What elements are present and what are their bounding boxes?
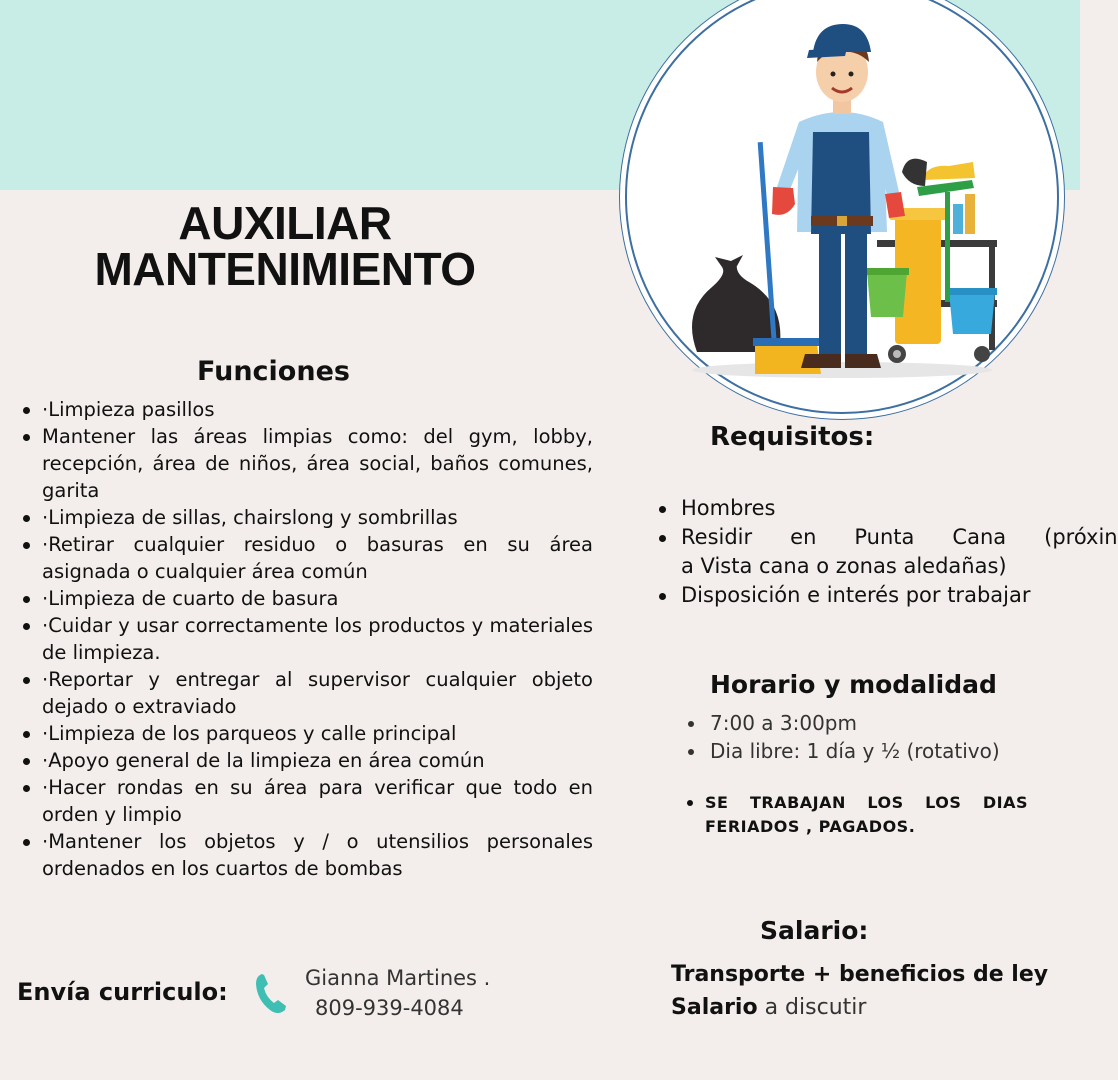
salario-heading: Salario:	[760, 916, 869, 945]
salario-line	[671, 995, 866, 1020]
envia-label: Envía curriculo:	[17, 978, 228, 1006]
contact-info	[305, 963, 490, 1023]
list-item: SE TRABAJAN LOS LOS DIAS FERIADOS , PAGADOS.	[686, 791, 1028, 839]
req-word: (próxin	[1044, 525, 1118, 549]
requisitos-list	[656, 494, 1118, 610]
list-item: ·Limpieza de los parqueos y calle principal	[20, 720, 593, 747]
list-item: Dia libre: 1 día y ½ (rotativo)	[686, 737, 1000, 765]
list-item: Mantener las áreas limpias como: del gym, lobby, recepción, área de niños, área social, baños comunes, garita	[20, 423, 593, 504]
list-item: ·Cuidar y usar correctamente los productos y materiales de limpieza.	[20, 612, 593, 666]
funciones-heading: Funciones	[197, 356, 350, 387]
req-word: en	[790, 525, 817, 549]
requisitos-heading: Requisitos:	[710, 422, 875, 452]
horario-heading: Horario y modalidad	[710, 670, 997, 699]
contact-phone[interactable]: 809-939-4084	[315, 996, 464, 1020]
list-item: ·Apoyo general de la limpieza en área común	[20, 747, 593, 774]
janitor-illustration-icon	[627, 0, 1057, 412]
list-item: Disposición e interés por trabajar	[656, 581, 1096, 610]
horario-list	[686, 709, 1000, 765]
phone-icon	[254, 972, 288, 1016]
job-title	[60, 197, 510, 295]
list-item	[656, 523, 1118, 581]
req-word: Cana	[952, 525, 1007, 549]
salario-bold: Salario	[671, 995, 758, 1020]
salario-rest: a discutir	[757, 995, 867, 1020]
list-item: ·Hacer rondas en su área para verificar que todo en orden y limpio	[20, 774, 593, 828]
list-item: ·Limpieza de cuarto de basura	[20, 585, 593, 612]
req-word: Residir	[681, 525, 753, 549]
list-item: ·Retirar cualquier residuo o basuras en su área asignada o cualquier área común	[20, 531, 593, 585]
list-item: ·Limpieza de sillas, chairslong y sombrillas	[20, 504, 593, 531]
contact-name: Gianna Martines .	[305, 966, 491, 990]
list-item: ·Reportar y entregar al supervisor cualquier objeto dejado o extraviado	[20, 666, 593, 720]
job-title-line1: AUXILIAR	[178, 197, 392, 249]
list-item: 7:00 a 3:00pm	[686, 709, 1000, 737]
transporte-line: Transporte + beneficios de ley	[671, 962, 1049, 987]
list-item: ·Mantener los objetos y / o utensilios personales ordenados en los cuartos de bombas	[20, 828, 593, 882]
feriados-note	[686, 791, 1028, 839]
funciones-list	[20, 396, 593, 882]
list-item: Hombres	[656, 494, 1096, 523]
req-word: Punta	[854, 525, 915, 549]
req-line: a Vista cana o zonas aledañas)	[681, 554, 1007, 578]
list-item: ·Limpieza pasillos	[20, 396, 593, 423]
job-title-line2: MANTENIMIENTO	[94, 243, 476, 295]
illustration-circle	[625, 0, 1059, 414]
